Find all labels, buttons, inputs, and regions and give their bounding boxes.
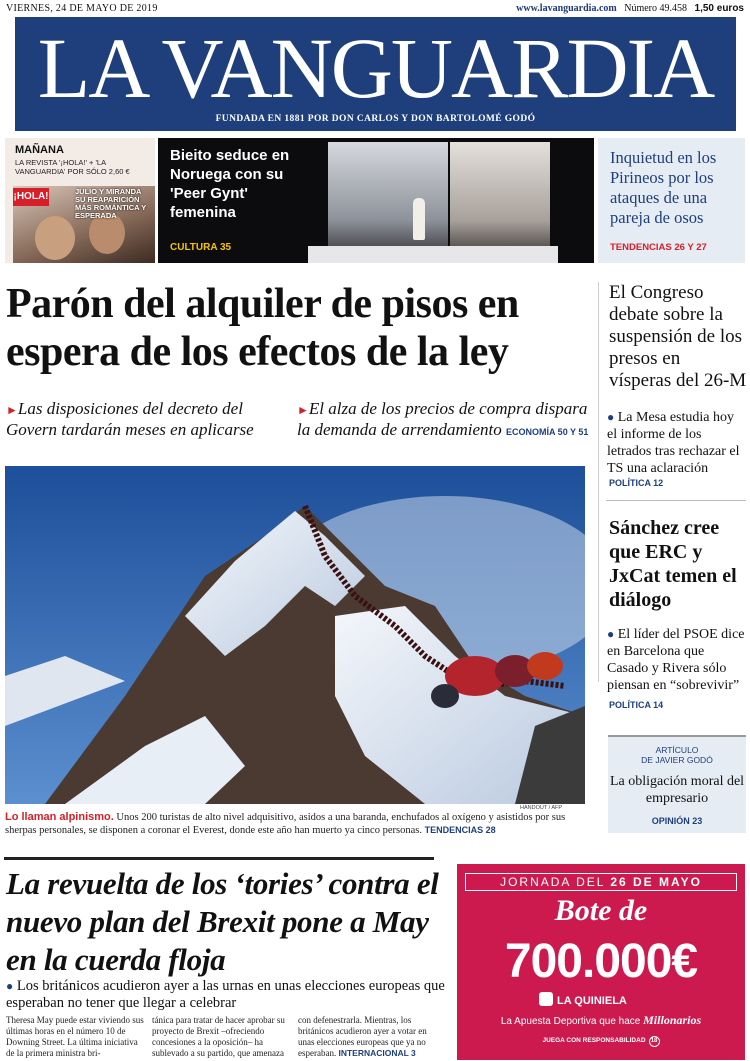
opinion-title: La obligación moral del empresario <box>609 774 745 806</box>
sanchez-bullet <box>607 626 747 694</box>
section-ref[interactable]: TENDENCIAS 28 <box>424 825 496 835</box>
quiniela-logo-icon <box>539 992 553 1006</box>
deck-text: El alza de los precios de compra dispara la demanda de arrendamiento <box>297 399 588 439</box>
ad-date-band <box>465 873 737 891</box>
issue-price: 1,50 euros <box>694 3 744 14</box>
newspaper-logo: LA VANGUARDIA <box>37 20 714 116</box>
section-ref[interactable]: INTERNACIONAL 3 <box>338 1048 416 1058</box>
photo-credit: HANDOUT / AFP <box>520 805 563 811</box>
ad-tagline-brand: Millonarios <box>643 1013 702 1027</box>
photo-caption <box>5 811 590 837</box>
main-deck-left <box>6 399 286 440</box>
promo-section-ref: CULTURA 35 <box>170 242 232 253</box>
top-info-right <box>516 3 744 14</box>
promo-bieito[interactable] <box>158 138 594 263</box>
quiniela-ad[interactable] <box>457 864 745 1060</box>
ad-tagline <box>457 1013 745 1028</box>
cover-headline: JULIO Y MIRANDA SU REAPARICIÓN MÁS ROMÁNTICA Y ESPERADA <box>75 187 147 220</box>
deck-text: Los británicos acudieron ayer a las urnas en unas elecciones europeas que esperaban no tener que llegar a celebrar <box>6 978 445 1011</box>
opinion-author: DE JAVIER GODÓ <box>641 755 713 765</box>
issue-number: Número 49.458 <box>624 3 688 14</box>
section-rule <box>4 857 434 860</box>
promo-osos[interactable] <box>598 138 745 263</box>
caption-lead: Lo llaman alpinismo. <box>5 811 114 823</box>
caption-text: Unos 200 turistas de alto nivel adquisitivo, asidos a una baranda, enchufados al oxígeno y asistidos por sus sherpas personales, se disponen a coronar el Everest, donde este año han muerto ya cinco personas. <box>5 812 566 836</box>
issue-date: VIERNES, 24 DE MAYO DE 2019 <box>6 3 158 14</box>
ad-bote-label: Bote de <box>554 894 648 927</box>
stage-floor <box>308 246 558 263</box>
divider <box>606 500 746 501</box>
brexit-deck <box>6 978 446 1012</box>
body-column: Theresa May puede estar viviendo sus últimas horas en el número 10 de Downing Street. La última iniciativa de la primera ministra bri- <box>6 1015 144 1058</box>
age-limit-icon: 18 <box>649 1036 660 1047</box>
promo-headline: Bieito seduce en Noruega con su 'Peer Gynt' femenina <box>170 147 290 221</box>
column-divider <box>598 282 599 682</box>
ad-responsible-text: JUEGA CON RESPONSABILIDAD <box>542 1037 646 1044</box>
bullet-dot-icon: ● <box>6 979 14 993</box>
top-info-line <box>6 3 744 17</box>
ad-tagline-text: La Apuesta Deportiva que hace <box>500 1016 644 1027</box>
promo-hola-magazine[interactable] <box>5 138 155 263</box>
congreso-headline[interactable]: El Congreso debate sobre la suspensión de los presos en vísperas del 26-M <box>609 282 747 391</box>
congreso-bullet <box>607 409 747 477</box>
actress-figure <box>413 198 425 240</box>
promo-headline: Inquietud en los Pirineos por los ataques de una pareja de osos <box>610 148 717 227</box>
main-deck-right <box>297 399 592 442</box>
bullet-dot-icon: ● <box>607 410 615 424</box>
body-column <box>298 1015 436 1059</box>
section-ref[interactable]: ECONOMÍA 50 Y 51 <box>506 427 589 437</box>
stage-screen-photo <box>450 142 550 254</box>
body-column: tánica para tratar de hacer aprobar su proyecto de Brexit –ofreciendo concesiones a la oposición– ha sublevado a su partido, que amenaza <box>152 1015 285 1058</box>
mountain-illustration <box>5 466 585 804</box>
section-ref[interactable]: POLÍTICA 12 <box>609 478 664 488</box>
ad-responsible-play <box>457 1036 745 1047</box>
opinion-kicker <box>608 745 746 765</box>
cover-person-photo <box>35 216 75 260</box>
bullet-text: La Mesa estudia hoy el informe de los letrados tras rechazar el TS una aclaración <box>607 410 740 476</box>
promo-kicker: MAÑANA <box>15 144 64 156</box>
ad-brand: LA QUINIELA <box>557 995 627 1007</box>
section-ref[interactable]: OPINIÓN 23 <box>651 816 703 826</box>
ad-band-prefix: JORNADA DEL <box>500 875 611 889</box>
section-ref[interactable]: POLÍTICA 14 <box>609 700 664 710</box>
everest-photo <box>5 466 585 804</box>
brexit-body <box>6 1015 436 1061</box>
body-text: con defenestrarla. Mientras, los británicos acudieron ayer a votar en unas elecciones europeas que ya no esperaban. <box>298 1015 427 1058</box>
bullet-dot-icon: ● <box>607 627 615 641</box>
ad-jackpot-amount: 700.000€ <box>504 935 698 988</box>
arrow-icon: ► <box>297 403 309 417</box>
masthead <box>15 17 736 131</box>
website-link[interactable]: www.lavanguardia.com <box>516 3 617 14</box>
stage-screen-photo <box>328 142 448 254</box>
ad-band-date: 26 DE MAYO <box>610 875 702 889</box>
founded-line: FUNDADA EN 1881 POR DON CARLOS Y DON BARTOLOMÉ GODÓ <box>215 114 536 124</box>
hola-logo: ¡HOLA! <box>13 188 49 206</box>
main-headline[interactable]: Parón del alquiler de pisos en espera de los efectos de la ley <box>6 281 519 375</box>
bullet-text: El líder del PSOE dice en Barcelona que Casado y Rivera sólo piensan en “sobrevivir” <box>607 627 745 693</box>
opinion-box[interactable] <box>608 735 746 833</box>
promo-section-ref: TENDENCIAS 26 Y 27 <box>610 242 707 253</box>
promo-description: LA REVISTA '¡HOLA!' + 'LA VANGUARDIA' POR SÓLO 2,60 € <box>15 158 130 176</box>
sanchez-headline[interactable]: Sánchez cree que ERC y JxCat temen el diálogo <box>609 517 737 611</box>
brexit-headline[interactable]: La revuelta de los ‘tories’ contra el nuevo plan del Brexit pone a May en la cuerda floja <box>6 866 439 977</box>
arrow-icon: ► <box>6 403 18 417</box>
opinion-kicker-line: ARTÍCULO <box>655 745 699 755</box>
deck-text: Las disposiciones del decreto del Govern tardarán meses en aplicarse <box>6 399 254 439</box>
